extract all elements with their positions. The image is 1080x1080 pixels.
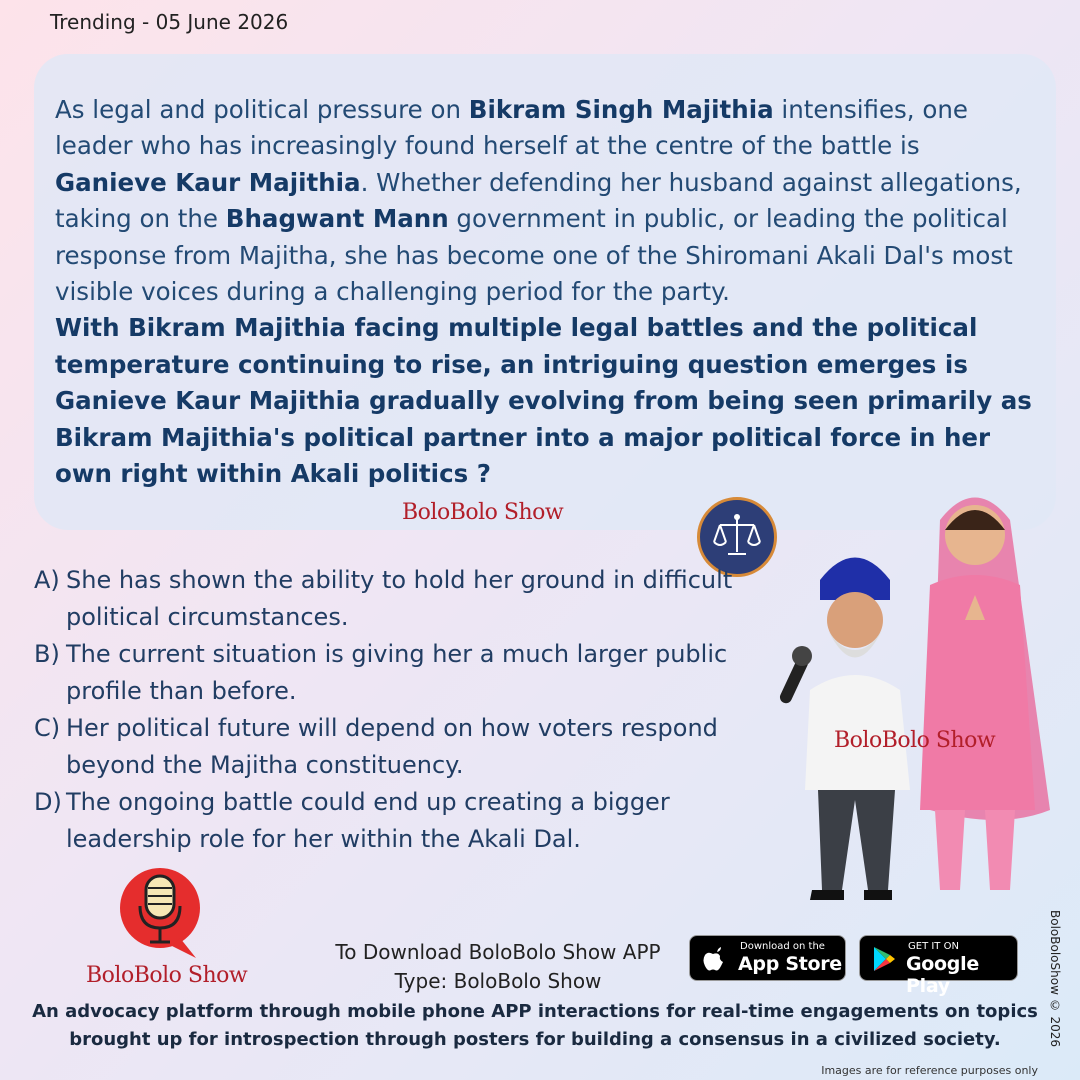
microphone-icon xyxy=(118,866,202,966)
app-store-button[interactable]: Download on the App Store xyxy=(689,935,846,981)
poll-options xyxy=(34,562,774,858)
bold-name: Bikram Singh Majithia xyxy=(468,95,774,124)
option-d[interactable]: D) The ongoing battle could end up creating a bigger leadership role for her within the Akali Dal. xyxy=(34,788,670,853)
context-paragraph: As legal and political pressure on Bikram Singh Majithia intensifies, one leader who has increasingly found herself at the centre of the battle is Ganieve Kaur Majithia. Whether defending her husband against allegations, taking on the Bhagwant Mann government in public, or leading the political response from Majitha, she has become one of the Shiromani Akali Dal's most visible voices during a challenging period for the party. xyxy=(55,95,1022,307)
bold-name: Bhagwant Mann xyxy=(225,204,449,234)
google-play-icon xyxy=(872,946,896,972)
poll-question: With Bikram Majithia facing multiple legal battles and the political temperature continuing to rise, an intriguing question emerges is Ganieve Kaur Majithia gradually evolving from being seen primarily as Bikram Majithia's political partner into a major political force in her own right within Akali politics ? xyxy=(55,313,1032,489)
bold-name: Ganieve Kaur Majithia xyxy=(55,167,361,197)
brand-logo-text: BoloBolo Show xyxy=(86,963,248,988)
download-instructions: To Download BoloBolo Show APP Type: BoloBolo Show xyxy=(335,940,661,993)
brand-watermark: BoloBolo Show xyxy=(402,500,564,525)
copyright-notice: BoloBoloShow © 2026 xyxy=(1048,910,1062,1048)
option-a[interactable]: A) She has shown the ability to hold her ground in difficult political circumstances. xyxy=(34,566,733,631)
question-card xyxy=(34,54,1056,530)
image-disclaimer: Images are for reference purposes only xyxy=(821,1064,1038,1077)
brand-watermark: BoloBolo Show xyxy=(834,728,996,753)
apple-icon xyxy=(702,946,724,972)
advocacy-statement: An advocacy platform through mobile phone APP interactions for real-time engagements on topics brought up for introspection through posters for building a consensus in a civilized society. xyxy=(32,1001,1038,1050)
option-c[interactable]: C) Her political future will depend on how voters respond beyond the Majitha constituency. xyxy=(34,714,718,779)
option-b[interactable]: B) The current situation is giving her a much larger public profile than before. xyxy=(34,640,728,705)
caricature-illustration xyxy=(760,480,1060,920)
trending-date: Trending - 05 June 2026 xyxy=(50,10,289,34)
google-play-button[interactable]: GET IT ON Google Play xyxy=(859,935,1018,981)
